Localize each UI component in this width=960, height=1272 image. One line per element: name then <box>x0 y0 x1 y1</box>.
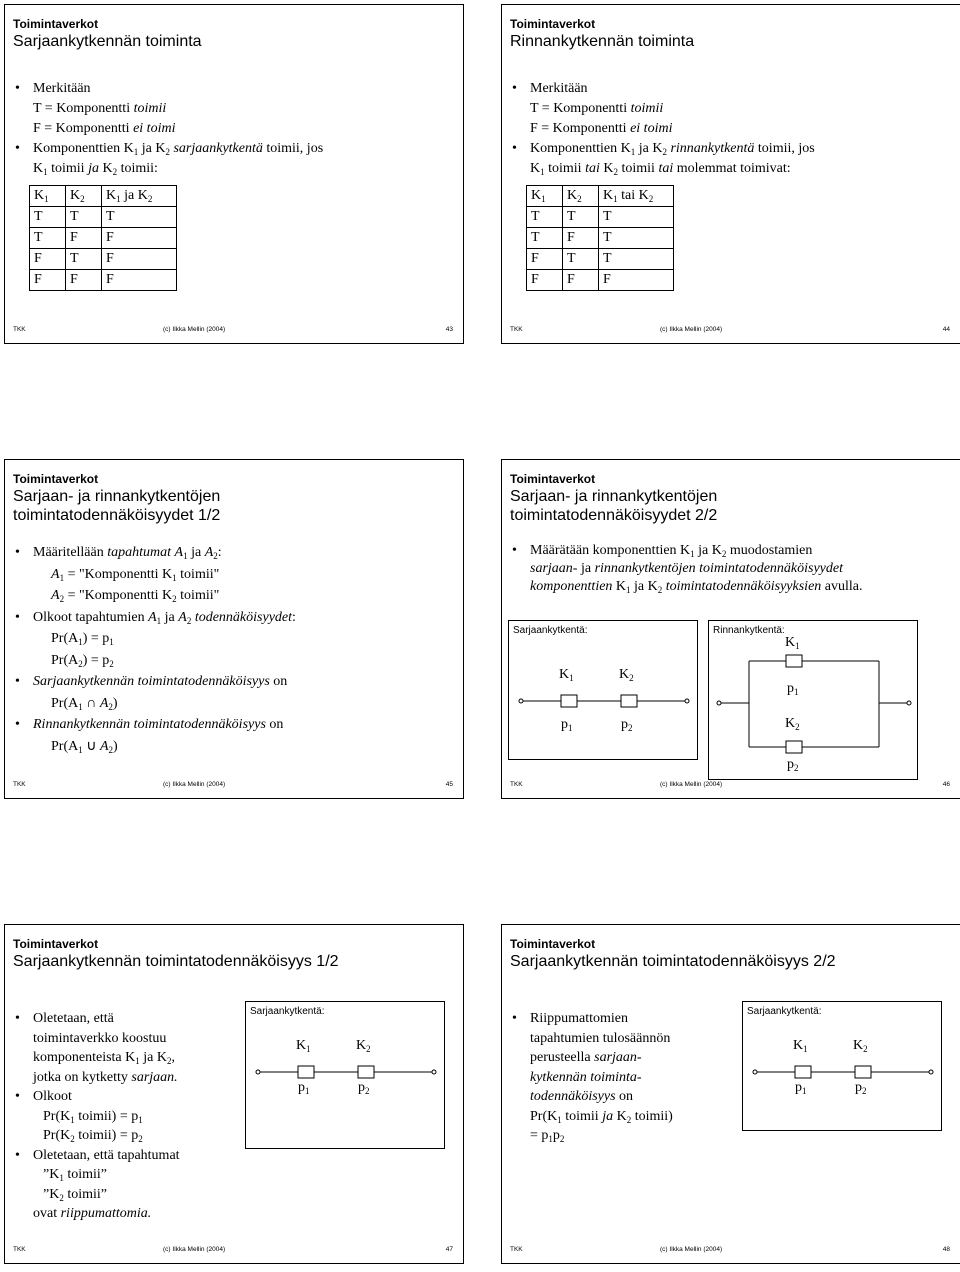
footer-org: TKK <box>13 1246 26 1253</box>
slide-44 <box>501 4 960 344</box>
condition-line: $K_1$ toimii tai $K_2$ toimii tai molemmat toimivat: <box>530 161 791 177</box>
terminal <box>256 1070 260 1074</box>
page-number: 44 <box>942 326 950 333</box>
p2-label: $p_2$ <box>855 1080 867 1096</box>
terminal <box>432 1070 436 1074</box>
text-line: jotka on kytketty sarjaan. <box>33 1069 178 1085</box>
text-line: komponenttien $K_1$ ja $K_2$ toimintatodennäköisyyksien avulla. <box>530 579 863 595</box>
page-number: 45 <box>445 781 453 788</box>
component-k2-box <box>786 741 802 753</box>
truth-cell: T <box>599 207 674 228</box>
truth-header-cell: $K_2$ <box>563 186 599 207</box>
figure-label: Rinnankytkentä: <box>713 625 785 636</box>
truth-cell: F <box>527 270 563 291</box>
footer-credit: (c) Ilkka Mellin (2004) <box>163 781 226 788</box>
k2-label: $K_2$ <box>356 1038 371 1054</box>
text-line: tapahtumien tulosäännön <box>530 1030 671 1046</box>
k1-label: $K_1$ <box>559 667 574 683</box>
slide-title: Sarjaankytkennän toimintatodennäköisyys 2/2 <box>510 953 836 970</box>
def-line: F = Komponentti ei toimi <box>530 121 673 136</box>
text-line: todennäköisyys on <box>530 1089 634 1104</box>
p1-label: $p_1$ <box>561 717 573 733</box>
slide-43 <box>4 4 464 344</box>
text-line: komponenteista $K_1$ ja $K_2$, <box>33 1050 175 1066</box>
slide-footer <box>13 326 453 336</box>
slide-title <box>13 487 220 525</box>
parallel-circuit-figure <box>708 620 918 780</box>
truth-cell: F <box>102 228 177 249</box>
probability-formula: $Pr(K_1$ toimii) = $p_1$ <box>43 1108 143 1125</box>
event-line: $”K_2$ toimii” <box>43 1186 107 1203</box>
probability-formula: $Pr(A_2) = p_2$ <box>51 652 114 669</box>
footer-credit: (c) Ilkka Mellin (2004) <box>660 781 723 788</box>
truth-cell: T <box>599 228 674 249</box>
probability-formula: $Pr(A_1) = p_1$ <box>51 631 114 647</box>
terminal <box>717 701 721 705</box>
section-label: Toimintaverkot <box>510 937 596 951</box>
figure-label: Sarjaankytkentä: <box>513 625 588 636</box>
series-circuit-diagram <box>509 621 699 761</box>
truth-table <box>526 185 674 291</box>
figure-label: Sarjaankytkentä: <box>250 1006 325 1017</box>
text-line: perusteella sarjaan- <box>530 1050 642 1065</box>
section-label: Toimintaverkot <box>13 17 99 31</box>
event-definition: $A_2$ = "Komponentti $K_2$ toimii" <box>51 588 220 604</box>
truth-header-cell: $K_1$ <box>527 186 563 207</box>
footer-org: TKK <box>510 326 523 333</box>
truth-header-cell: $K_2$ <box>66 186 102 207</box>
terminal <box>685 699 689 703</box>
k1-label: $K_1$ <box>785 635 800 651</box>
slide-body <box>510 542 952 596</box>
k1-label: $K_1$ <box>793 1038 808 1054</box>
p1-label: $p_1$ <box>298 1080 310 1096</box>
truth-cell: F <box>30 249 66 270</box>
slide-48 <box>501 924 960 1264</box>
event-line: $”K_1$ toimii” <box>43 1167 107 1183</box>
bullet-item: • Merkitään <box>15 81 91 96</box>
slide-footer <box>13 781 453 791</box>
slide-46 <box>501 459 960 799</box>
p2-label: $p_2$ <box>358 1080 370 1096</box>
truth-cell: F <box>563 270 599 291</box>
truth-cell: T <box>66 207 102 228</box>
truth-cell: F <box>102 270 177 291</box>
slide-title-line: Sarjaan- ja rinnankytkentöjen <box>510 488 718 505</box>
truth-cell: T <box>30 228 66 249</box>
truth-cell: F <box>66 228 102 249</box>
parallel-circuit-diagram <box>709 621 919 781</box>
slide-title: Rinnankytkennän toiminta <box>510 33 695 50</box>
series-circuit-figure <box>245 1001 445 1149</box>
k2-label: $K_2$ <box>853 1038 868 1054</box>
truth-cell: F <box>563 228 599 249</box>
footer-org: TKK <box>13 326 26 333</box>
text-line: ovat riippumattomia. <box>33 1206 152 1221</box>
component-k1-box <box>561 695 577 707</box>
figure-label: Sarjaankytkentä: <box>747 1006 822 1017</box>
footer-credit: (c) Ilkka Mellin (2004) <box>660 326 723 333</box>
bullet-item: • Riippumattomien <box>512 1011 628 1026</box>
probability-formula: $Pr(K_1$ toimii ja $K_2$ toimii) <box>530 1108 673 1125</box>
bullet-item: • Komponenttien $K_1$ ja $K_2$ sarjaankytkentä toimii, jos <box>15 141 324 157</box>
page-number: 47 <box>445 1246 453 1253</box>
page-number: 43 <box>445 326 453 333</box>
truth-cell: T <box>30 207 66 228</box>
slide-footer <box>510 326 950 336</box>
k1-label: $K_1$ <box>296 1038 311 1054</box>
p1-label: $p_1$ <box>787 681 799 697</box>
bullet-item: • Komponenttien $K_1$ ja $K_2$ rinnankytkentä toimii, jos <box>512 141 815 157</box>
component-k2-box <box>621 695 637 707</box>
footer-credit: (c) Ilkka Mellin (2004) <box>163 1246 226 1253</box>
bullet-item: • Oletetaan, että <box>15 1011 114 1026</box>
probability-formula: = $p_1p_2$ <box>530 1128 565 1144</box>
event-definition: $A_1$ = "Komponentti $K_1$ toimii" <box>51 566 220 583</box>
slide-body <box>510 1009 730 1146</box>
footer-credit: (c) Ilkka Mellin (2004) <box>163 326 226 333</box>
truth-cell: T <box>599 249 674 270</box>
component-k2-box <box>855 1066 871 1078</box>
slide-body <box>13 542 455 757</box>
text-line: sarjaan- ja rinnankytkentöjen toimintatodennäköisyydet <box>530 561 843 576</box>
footer-org: TKK <box>510 781 523 788</box>
probability-formula: $Pr(K_2$ toimii) = $p_2$ <box>43 1128 143 1144</box>
bullet-item: • Rinnankytkennän toimintatodennäköisyys on <box>15 717 284 732</box>
probability-formula: $Pr(A_1$ ∩ $A_2$) <box>51 695 118 712</box>
bullet-item: • Määritellään tapahtumat $A_1$ ja $A_2$: <box>15 545 222 561</box>
bullet-item: • Määrätään komponenttien $K_1$ ja $K_2$ muodostamien <box>512 543 813 559</box>
truth-cell: T <box>102 207 177 228</box>
text-line: kytkennän toiminta- <box>530 1069 642 1085</box>
truth-cell: F <box>66 270 102 291</box>
def-line: T = Komponentti toimii <box>33 101 167 116</box>
truth-cell: F <box>102 249 177 270</box>
condition-line: $K_1$ toimii ja $K_2$ toimii: <box>33 161 158 177</box>
section-label: Toimintaverkot <box>510 472 596 486</box>
truth-cell: T <box>527 228 563 249</box>
slide-45 <box>4 459 464 799</box>
terminal <box>907 701 911 705</box>
footer-org: TKK <box>510 1246 523 1253</box>
def-line: T = Komponentti toimii <box>530 101 664 116</box>
slide-body <box>13 79 455 291</box>
slide-title-line: toimintatodennäköisyydet 1/2 <box>13 507 221 524</box>
truth-cell: T <box>527 207 563 228</box>
def-line: F = Komponentti ei toimi <box>33 121 176 136</box>
component-k1-box <box>786 655 802 667</box>
section-label: Toimintaverkot <box>510 17 596 31</box>
slide-title-line: Sarjaan- ja rinnankytkentöjen <box>13 488 221 505</box>
k2-label: $K_2$ <box>619 667 634 683</box>
slide-title <box>510 487 717 525</box>
slide-47 <box>4 924 464 1264</box>
truth-cell: F <box>30 270 66 291</box>
footer-credit: (c) Ilkka Mellin (2004) <box>660 1246 723 1253</box>
bullet-item: • Olkoot tapahtumien $A_1$ ja $A_2$ todennäköisyydet: <box>15 609 296 626</box>
truth-header-cell: $K_1$ tai $K_2$ <box>599 186 674 207</box>
slide-footer <box>510 1246 950 1256</box>
truth-cell: T <box>66 249 102 270</box>
series-circuit-diagram <box>743 1002 943 1132</box>
p1-label: $p_1$ <box>795 1080 807 1096</box>
series-circuit-figure <box>508 620 698 760</box>
truth-table <box>29 185 177 291</box>
text-line: toimintaverkko koostuu <box>33 1030 167 1046</box>
footer-org: TKK <box>13 781 26 788</box>
page-number: 46 <box>942 781 950 788</box>
slide-body <box>13 1009 233 1224</box>
series-circuit-figure <box>742 1001 942 1131</box>
section-label: Toimintaverkot <box>13 472 99 486</box>
truth-cell: F <box>599 270 674 291</box>
slide-title-line: toimintatodennäköisyydet 2/2 <box>510 507 718 524</box>
terminal <box>753 1070 757 1074</box>
truth-cell: F <box>527 249 563 270</box>
page-number: 48 <box>942 1246 950 1253</box>
probability-formula: $Pr(A_1$ ∪ $A_2$) <box>51 738 118 755</box>
slide-title: Sarjaankytkennän toimintatodennäköisyys 1/2 <box>13 953 339 970</box>
component-k1-box <box>298 1066 314 1078</box>
p2-label: $p_2$ <box>621 717 633 733</box>
component-k2-box <box>358 1066 374 1078</box>
bullet-item: • Sarjaankytkennän toimintatodennäköisyys on <box>15 674 288 689</box>
slide-footer <box>13 1246 453 1256</box>
terminal <box>519 699 523 703</box>
p2-label: $p_2$ <box>787 757 799 773</box>
truth-header-cell: $K_1$ <box>30 186 66 207</box>
truth-cell: T <box>563 249 599 270</box>
terminal <box>929 1070 933 1074</box>
truth-cell: T <box>563 207 599 228</box>
slide-title: Sarjaankytkennän toiminta <box>13 33 202 50</box>
bullet-item: • Merkitään <box>512 81 588 96</box>
bullet-item: • Olkoot <box>15 1089 72 1104</box>
bullet-item: • Oletetaan, että tapahtumat <box>15 1147 180 1163</box>
section-label: Toimintaverkot <box>13 937 99 951</box>
truth-header-cell: $K_1$ ja $K_2$ <box>102 186 177 207</box>
k2-label: $K_2$ <box>785 716 800 732</box>
component-k1-box <box>795 1066 811 1078</box>
slide-body <box>510 79 952 291</box>
series-circuit-diagram <box>246 1002 446 1150</box>
slide-footer <box>510 781 950 791</box>
